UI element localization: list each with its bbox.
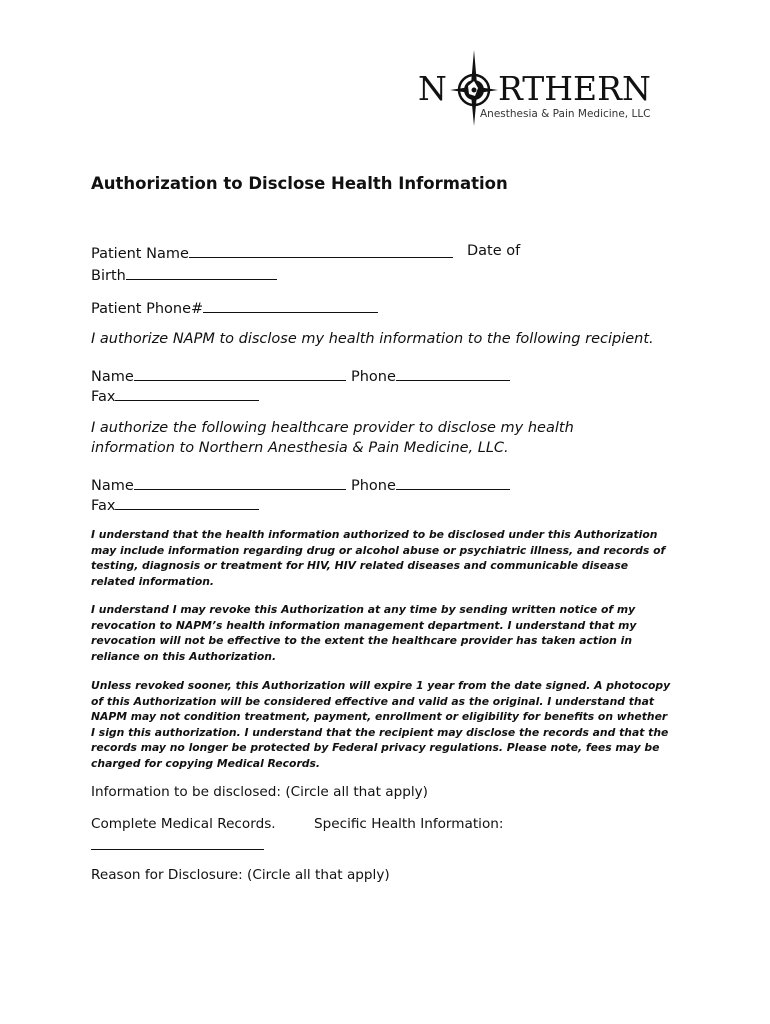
logo-letter-n: N [418, 69, 447, 108]
patient-phone-label: Patient Phone# [91, 301, 204, 317]
provider-name-field[interactable] [134, 475, 346, 490]
patient-name-row [91, 243, 453, 262]
info-disclosed-label: Information to be disclosed: (Circle all that apply) [91, 784, 428, 800]
provider-name-label: Name [91, 478, 134, 494]
specific-info-field[interactable] [91, 849, 264, 850]
recipient-statement: I authorize NAPM to disclose my health information to the following recipient. [91, 331, 654, 347]
provider-phone-field[interactable] [396, 475, 510, 490]
option-complete-records[interactable]: Complete Medical Records. [91, 816, 276, 832]
provider-fax-label: Fax [91, 498, 116, 514]
logo-subtitle: Anesthesia & Pain Medicine, LLC [480, 108, 651, 120]
recipient-fax-label: Fax [91, 389, 116, 405]
recipient-name-label: Name [91, 369, 134, 385]
notice-paragraph-3: Unless revoked sooner, this Authorization will expire 1 year from the date signed. A photocopy of this Authorization will be considered effective and valid as the original. I understand that NAPM may not condition treatment, payment, enrollment or eligibility for benefits on whether I sign this authorization. I understand that the recipient may disclose the records and that the records may no longer be protected by Federal privacy regulations. Please note, fees may be charged for copying Medical Records. [91, 679, 671, 770]
provider-statement-line2: information to Northern Anesthesia & Pain Medicine, LLC. [91, 440, 509, 456]
provider-statement-line1: I authorize the following healthcare provider to disclose my health [91, 420, 574, 436]
company-logo [414, 48, 676, 128]
provider-phone-row [351, 475, 510, 494]
dob-field[interactable] [126, 265, 277, 280]
recipient-name-row [91, 366, 346, 385]
dob-label-part2: Birth [91, 268, 126, 284]
recipient-name-field[interactable] [134, 366, 346, 381]
provider-fax-row [91, 495, 259, 514]
provider-fax-field[interactable] [115, 495, 259, 510]
patient-phone-row [91, 298, 378, 317]
dob-row [91, 265, 277, 284]
patient-phone-field[interactable] [203, 298, 378, 313]
reason-for-disclosure-label: Reason for Disclosure: (Circle all that apply) [91, 867, 390, 883]
page-title: Authorization to Disclose Health Information [91, 174, 508, 193]
recipient-phone-row [351, 366, 510, 385]
recipient-fax-row [91, 386, 259, 405]
notice-paragraph-2: I understand I may revoke this Authorization at any time by sending written notice of my revocation to NAPM’s health information management department. I understand that my revocation will not be effective to the extent the healthcare provider has taken action in reliance on this Authorization. [91, 603, 637, 663]
option-specific-info[interactable]: Specific Health Information: [314, 816, 504, 832]
notice-paragraph-1: I understand that the health information authorized to be disclosed under this Authorization may include information regarding drug or alcohol abuse or psychiatric illness, and records of testing, diagnosis or treatment for HIV, HIV related diseases and communicable disease related information. [91, 528, 666, 588]
provider-name-row [91, 475, 346, 494]
patient-name-field[interactable] [189, 243, 453, 258]
patient-name-label: Patient Name [91, 246, 189, 262]
logo-wordmark: RTHERN [498, 69, 651, 108]
provider-phone-label: Phone [351, 478, 396, 494]
recipient-phone-label: Phone [351, 369, 396, 385]
dob-label-part1: Date of [467, 243, 521, 259]
recipient-fax-field[interactable] [115, 386, 259, 401]
recipient-phone-field[interactable] [396, 366, 510, 381]
